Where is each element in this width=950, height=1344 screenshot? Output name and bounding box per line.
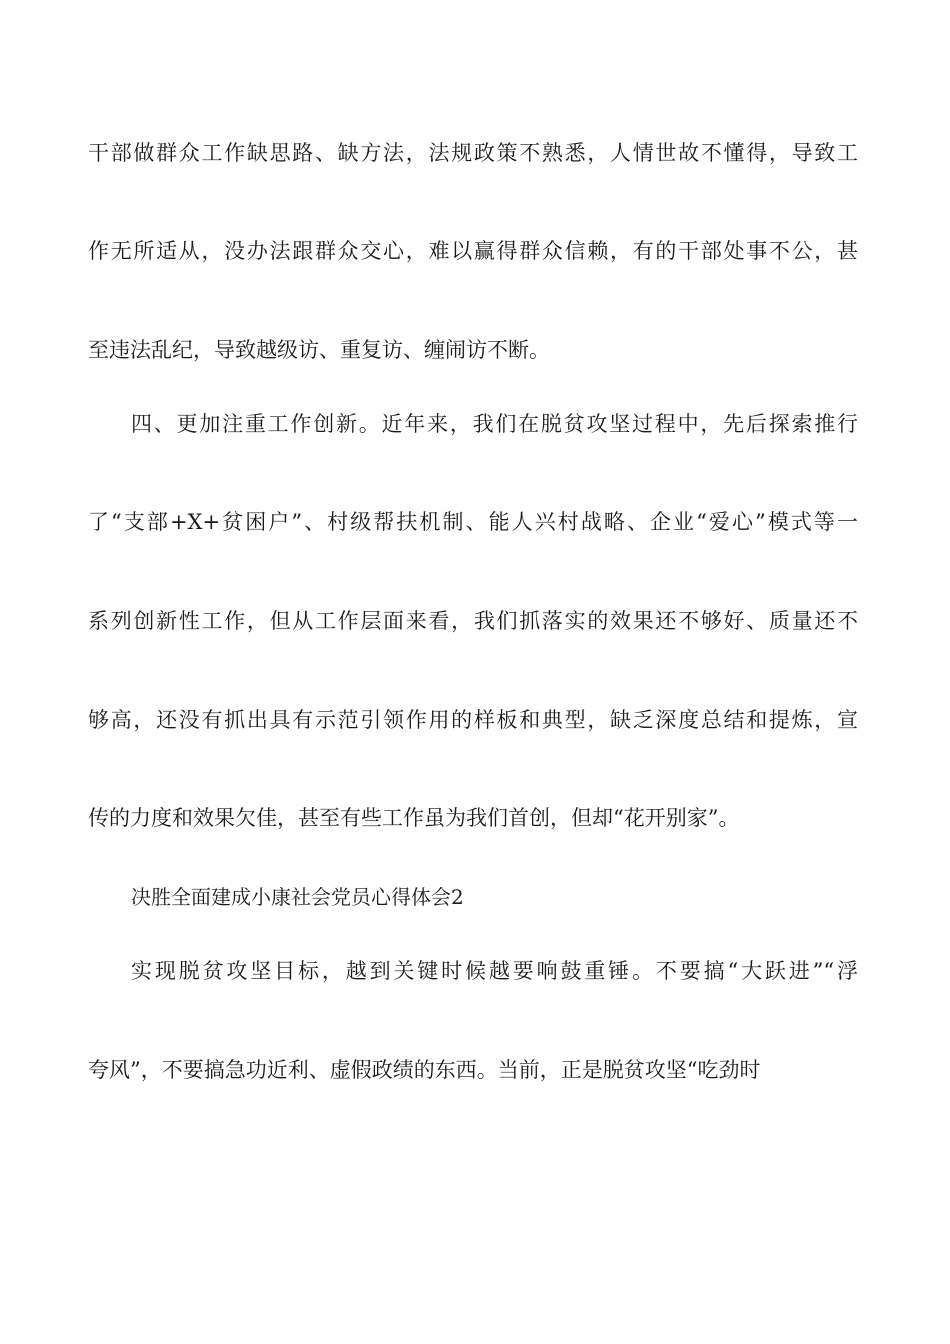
paragraph-line: 了“支部+X+贫困户”、村级帮扶机制、能人兴村战略、企业“爱心”模式等一 [88,510,858,534]
paragraph-line: 至违法乱纪，导致越级访、重复访、缠闹访不断。 [88,338,550,362]
paragraph-line: 夸风”，不要搞急功近利、虚假政绩的东西。当前，正是脱贫攻坚“吃劲时 [88,1058,761,1082]
paragraph-line: 够高，还没有抓出具有示范引领作用的样板和典型，缺乏深度总结和提炼，宣 [88,708,858,732]
paragraph-line: 四、更加注重工作创新。近年来，我们在脱贫攻坚过程中，先后探索推行 [131,412,858,436]
paragraph-line: 传的力度和效果欠佳，甚至有些工作虽为我们首创，但却“花开别家”。 [88,806,740,830]
section-heading: 决胜全面建成小康社会党员心得体会2 [131,885,464,909]
paragraph-line: 作无所适从，没办法跟群众交心，难以赢得群众信赖，有的干部处事不公，甚 [88,239,858,263]
paragraph-line: 系列创新性工作，但从工作层面来看，我们抓落实的效果还不够好、质量还不 [88,609,858,633]
paragraph-line: 实现脱贫攻坚目标，越到关键时候越要响鼓重锤。不要搞“大跃进”“浮 [131,959,858,983]
paragraph-line: 干部做群众工作缺思路、缺方法，法规政策不熟悉，人情世故不懂得，导致工 [88,141,858,165]
